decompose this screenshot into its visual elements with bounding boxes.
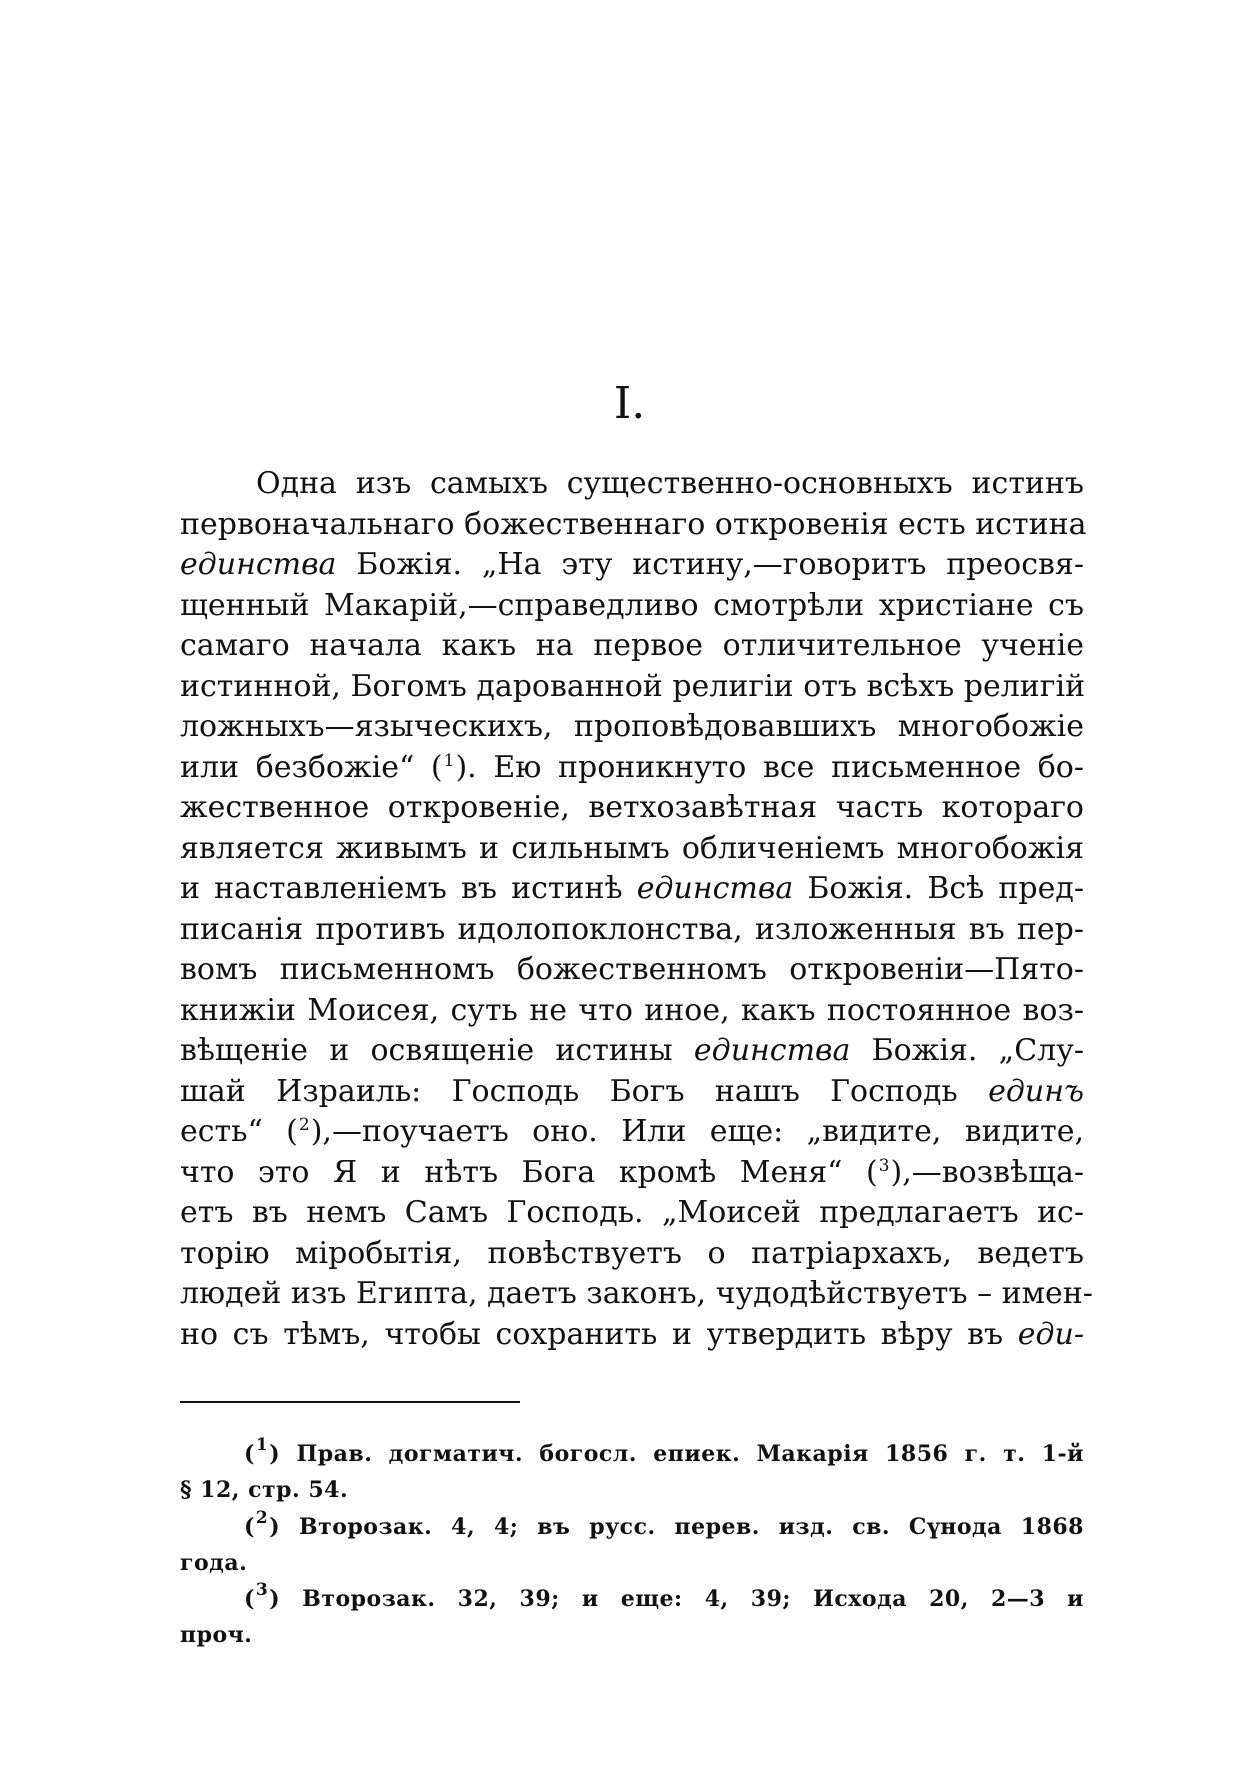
- text-run: что это Я и нѣтъ Бога кромѣ Меня“ (: [180, 1154, 878, 1190]
- body-line: [180, 464, 1084, 505]
- footnote-text: Второзак. 32, 39; и еще: 4, 39; Исхода 20, 2—3 и: [302, 1586, 1084, 1613]
- footnotes: [180, 1436, 1084, 1654]
- footnote-line: [180, 1617, 1084, 1653]
- footnote-1: [180, 1436, 1084, 1509]
- body-line: [180, 1234, 1084, 1275]
- text-run: Божія. „Слу-: [850, 1033, 1084, 1068]
- body-line: [180, 626, 1084, 667]
- text-run: жественное откровеніе, ветхозавѣтная часть котораго: [180, 790, 1084, 825]
- body-line: [180, 1153, 1084, 1194]
- body-line: [180, 545, 1084, 586]
- text-run: но съ тѣмъ, чтобы сохранить и утвердить вѣру въ: [180, 1316, 1018, 1352]
- body-line: [180, 748, 1084, 789]
- body-line: [180, 991, 1084, 1032]
- footnote-marker: 3: [255, 1580, 269, 1601]
- text-run: вѣщеніе и освященіе истины: [180, 1033, 694, 1068]
- footnote-marker: 1: [255, 1435, 269, 1455]
- text-run: людей изъ Египта, даетъ законъ, чудодѣйствуетъ – имен-: [180, 1276, 1093, 1311]
- text-run: первоначальнаго божественнаго откровенія есть истина: [180, 506, 1087, 542]
- footnote-marker: 2: [255, 1507, 269, 1528]
- text-run: Божія. „На эту истину,—говоритъ преосвя-: [336, 547, 1084, 582]
- footnote-line: [180, 1472, 1084, 1508]
- footnote-text: § 12, стр. 54.: [180, 1477, 349, 1504]
- body-paragraph: [180, 464, 1093, 1355]
- text-run: ложныхъ—языческихъ, проповѣдовавшихъ многобожіе: [180, 709, 1084, 744]
- footnote-line: ($^2$) Второзак. 4, 4; въ русс. перев. изд. св. Сүнода 1868: [244, 1507, 1084, 1540]
- footnote-text: Второзак. 4, 4; въ русс. перев. изд. св. Сүнода 1868: [299, 1513, 1084, 1540]
- emphasized-word: единъ: [988, 1073, 1084, 1109]
- text-run: торію міробытія, повѣствуетъ о патріархахъ, ведетъ: [180, 1235, 1084, 1271]
- footnote-text: Прав. догматич. богосл. епиек. Макарія 1856 г. т. 1-й: [296, 1441, 1084, 1467]
- text-run: является живымъ и сильнымъ обличеніемъ многобожія: [180, 830, 1084, 866]
- emphasized-word: единства: [636, 871, 794, 906]
- body-line: [180, 1315, 1084, 1356]
- body-line: [180, 1274, 1093, 1315]
- text-run: щенный Макарій,—справедливо смотрѣли христіане съ: [180, 587, 1084, 623]
- footnote-reference: 2: [298, 1115, 310, 1135]
- body-line: [180, 667, 1084, 708]
- footnote-text: проч.: [180, 1622, 253, 1649]
- emphasized-word: еди-: [1017, 1316, 1084, 1352]
- text-run: истинной, Богомъ дарованной религіи отъ всѣхъ религій: [180, 668, 1086, 704]
- emphasized-word: единства: [180, 547, 337, 582]
- text-run: есть“ (: [180, 1114, 298, 1149]
- text-run: Одна изъ самыхъ существенно-основныхъ истинъ: [256, 466, 1084, 501]
- footnote-rule: [180, 1401, 520, 1403]
- footnote-reference: 1: [443, 750, 455, 771]
- chapter-number: I.: [613, 378, 646, 429]
- body-line: [180, 869, 1084, 910]
- emphasized-word: единства: [693, 1033, 851, 1068]
- footnote-line: [180, 1545, 1084, 1581]
- text-run: шай Израиль: Господь Богъ нашъ Господь: [180, 1073, 989, 1109]
- footnote-line: ($^3$) Второзак. 32, 39; и еще: 4, 39; Исхода 20, 2—3 и: [244, 1580, 1084, 1613]
- body-line: [180, 707, 1084, 748]
- body-line: [180, 1193, 1084, 1234]
- text-run: ),—возвѣща-: [890, 1154, 1084, 1190]
- body-line: [180, 1072, 1084, 1113]
- footnote-line: ($^1$) Прав. догматич. богосл. епиек. Макарія 1856 г. т. 1-й: [244, 1435, 1084, 1467]
- body-line: [180, 586, 1084, 627]
- text-run: писанія противъ идолопоклонства, изложенныя въ пер-: [180, 911, 1084, 947]
- footnote-3: [180, 1581, 1084, 1654]
- body-line: [180, 1112, 1084, 1153]
- body-line: [180, 950, 1084, 991]
- body-line: [180, 829, 1084, 870]
- text-run: или безбожіе“ (: [180, 749, 443, 785]
- footnote-reference: 3: [878, 1155, 890, 1176]
- footnote-2: [180, 1509, 1084, 1582]
- text-run: и наставленіемъ въ истинѣ: [180, 871, 637, 906]
- text-run: ),—поучаетъ оно. Или еще: „видите, видите,: [310, 1114, 1084, 1149]
- body-line: [180, 788, 1084, 829]
- text-run: Божія. Всѣ пред-: [793, 871, 1084, 906]
- body-line: [180, 910, 1084, 951]
- body-line: [180, 505, 1087, 546]
- text-run: вомъ письменномъ божественномъ откровеніи—Пято-: [180, 952, 1084, 987]
- text-run: самаго начала какъ на первое отличительное ученіе: [180, 628, 1084, 663]
- body-line: [180, 1031, 1084, 1072]
- text-run: етъ въ немъ Самъ Господь. „Моисей предлагаетъ ис-: [180, 1195, 1084, 1230]
- text-run: книжіи Моисея, суть не что иное, какъ постоянное воз-: [180, 992, 1084, 1028]
- footnote-text: года.: [180, 1549, 248, 1576]
- text-run: ). Ею проникнуто все письменное бо-: [455, 749, 1084, 785]
